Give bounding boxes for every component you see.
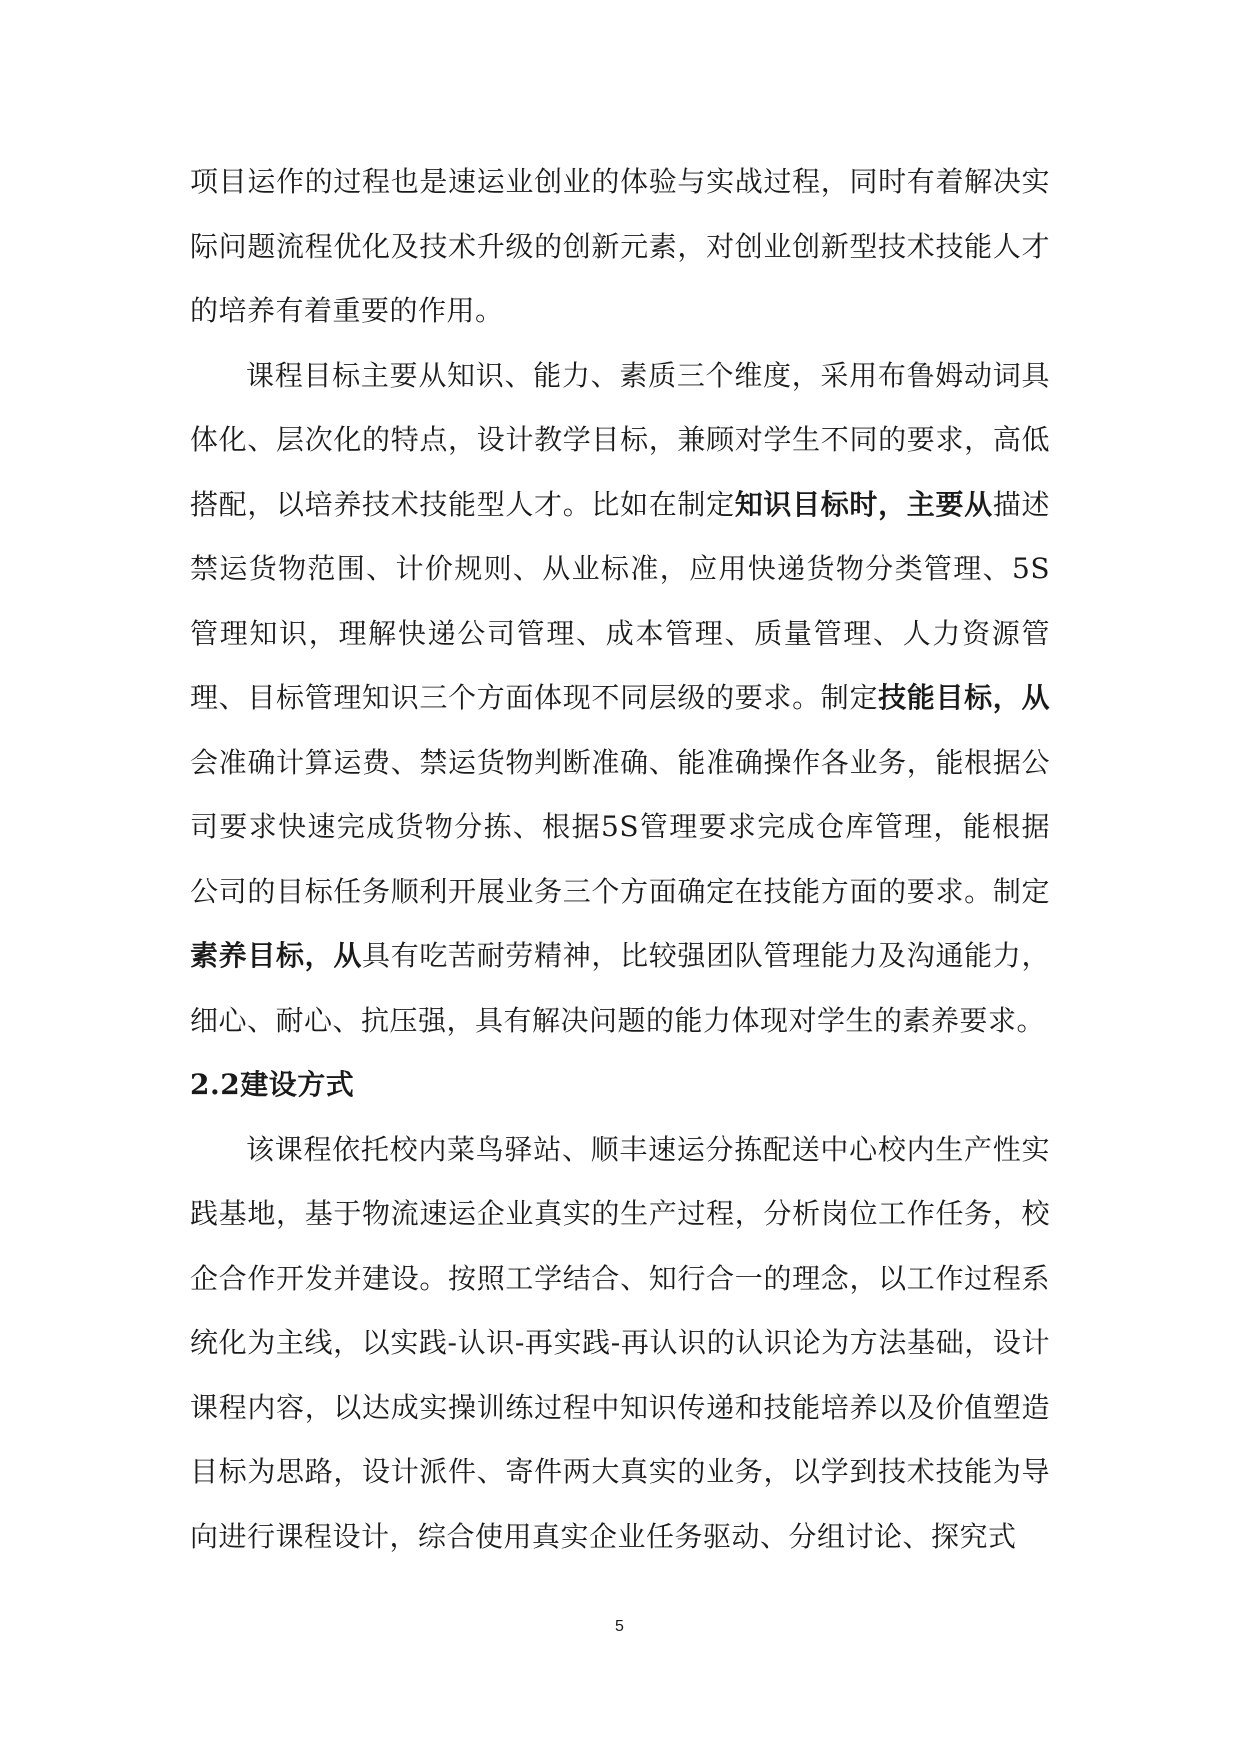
paragraph-1: 项目运作的过程也是速运业创业的体验与实战过程，同时有着解决实际问题流程优化及技术升级的创新元素，对创业创新型技术技能人才的培养有着重要的作用。 [190,165,1050,327]
knowledge-goal-bold: 知识目标时，主要从 [734,487,993,521]
paragraph-3: 该课程依托校内菜鸟驿站、顺丰速运分拣配送中心校内生产性实践基地，基于物流速运企业真实的生产过程，分析岗位工作任务，校企合作开发并建设。按照工学结合、知行合一的理念，以工作过程系统化为主线，以实践-认识-再实践-再认识的认识论为方法基础，设计课程内容，以达成实操训练过程中知识传递和技能培养以及价值塑造目标为思路，设计派件、寄件两大真实的业务，以学到技术技能为导向进行课程设计，综合使用真实企业任务驱动、分组讨论、探究式 [190,1132,1050,1553]
skill-goal-bold: 技能目标，从 [878,681,1050,714]
quality-goal-bold: 素养目标，从 [190,939,363,972]
section-heading: 2.2建设方式 [190,1068,355,1101]
page-number: 5 [615,1618,624,1635]
paragraph-2 [190,344,1050,1054]
paragraph-2-text-3: 会准确计算运费、禁运货物判断准确、能准确操作各业务，能根据公司要求快速完成货物分拣、根据5S管理要求完成仓库管理，能根据公司的目标任务顺利开展业务三个方面确定在技能方面的要求。制定 [190,745,1050,908]
paragraph-2-text-1: 课程目标主要从知识、能力、素质三个维度，采用布鲁姆动词具体化、层次化的特点，设计教学目标，兼顾对学生不同的要求，高低搭配，以培养技术技能型人才。比如在制定 [190,358,1050,521]
document-body [190,150,1050,1569]
paragraph-2-text-4: 具有吃苦耐劳精神，比较强团队管理能力及沟通能力，细心、耐心、抗压强，具有解决问题的能力体现对学生的素养要求。 [190,939,1050,1037]
paragraph-2-text-2: 描述禁运货物范围、计价规则、从业标准，应用快递货物分类管理、5S管理知识，理解快递公司管理、成本管理、质量管理、人力资源管理、目标管理知识三个方面体现不同层级的要求。制定 [190,487,1050,714]
